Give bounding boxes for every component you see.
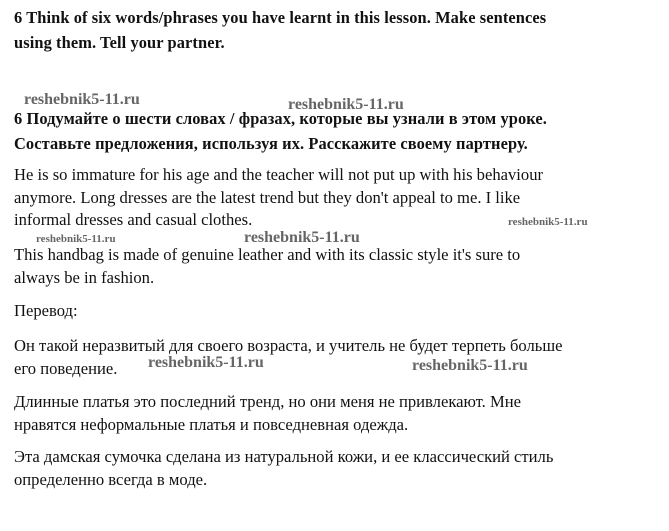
task-heading-en-line: using them. Tell your partner.: [14, 33, 225, 52]
answer-en-line: informal dresses and casual clothes.: [14, 210, 253, 229]
watermark: reshebnik5-11.ru: [244, 229, 360, 246]
answer-en-paragraph: [14, 244, 664, 289]
task-heading-ru: [14, 106, 547, 156]
answer-ru-line: определенно всегда в моде.: [14, 469, 208, 489]
task-heading-ru-line: Составьте предложения, используя их. Расскажите своему партнеру.: [14, 134, 528, 153]
answer-ru-paragraph: [14, 446, 664, 491]
watermark: reshebnik5-11.ru: [148, 354, 264, 371]
answer-ru-line: Эта дамская сумочка сделана из натуральной кожи, и ее классический стиль: [14, 447, 554, 466]
answer-en-line: always be in fashion.: [14, 267, 155, 287]
answer-en-line: anymore. Long dresses are the latest trend but they don't appeal to me. I like: [14, 187, 521, 207]
task-heading-en: [14, 5, 546, 55]
task-heading-ru-line: 6 Подумайте о шести словах / фразах, которые вы узнали в этом уроке.: [14, 109, 547, 128]
answer-ru-line: Длинные платья это последний тренд, но они меня не привлекают. Мне: [14, 392, 521, 411]
answer-ru-line: нравятся неформальные платья и повседневная одежда.: [14, 414, 409, 434]
watermark: reshebnik5-11.ru: [36, 233, 116, 245]
watermark: reshebnik5-11.ru: [288, 96, 404, 113]
translation-label: Перевод:: [14, 301, 78, 320]
watermark: reshebnik5-11.ru: [508, 216, 588, 228]
answer-ru-line: Он такой неразвитый для своего возраста, и учитель не будет терпеть больше: [14, 336, 563, 355]
answer-en-line: He is so immature for his age and the teacher will not put up with his behaviour: [14, 165, 544, 184]
answer-ru-line: его поведение.: [14, 358, 118, 378]
answer-ru-paragraph: [14, 391, 664, 436]
answer-en-line: This handbag is made of genuine leather and with its classic style it's sure to: [14, 245, 521, 264]
answer-ru-paragraph: [14, 335, 664, 380]
watermark: reshebnik5-11.ru: [24, 91, 140, 108]
watermark: reshebnik5-11.ru: [412, 357, 528, 374]
task-heading-en-line: 6 Think of six words/phrases you have learnt in this lesson. Make sentences: [14, 8, 547, 27]
